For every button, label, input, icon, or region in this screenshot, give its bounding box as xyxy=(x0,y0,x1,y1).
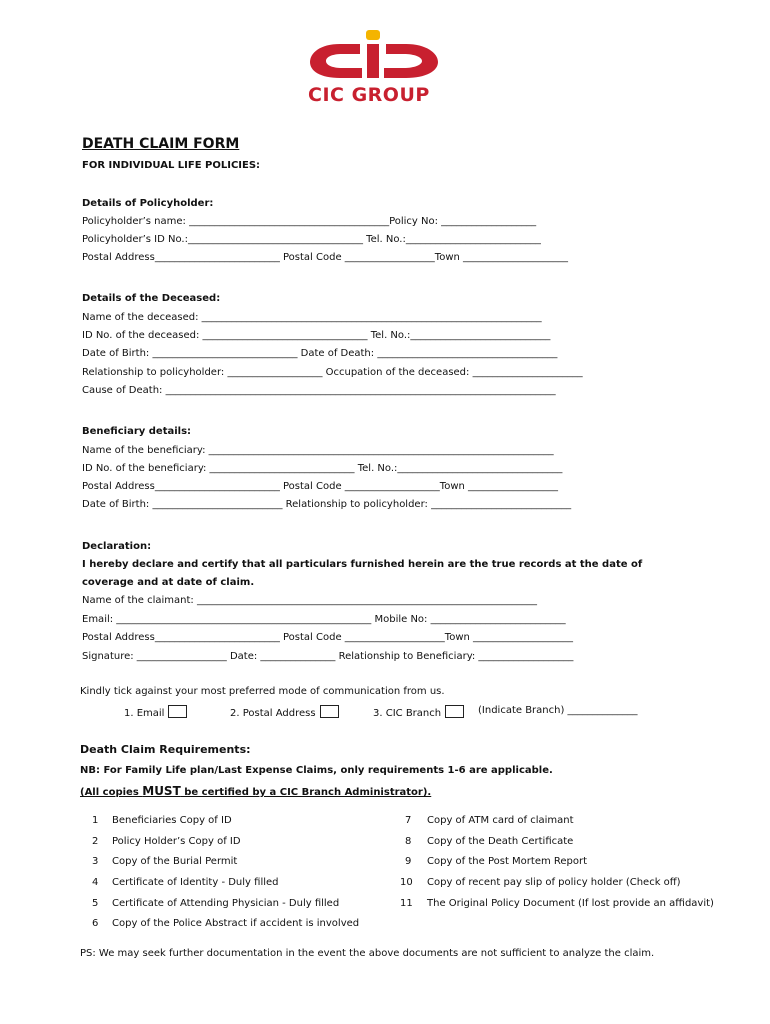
requirements-certified-note xyxy=(80,784,431,798)
claimant-address-row[interactable]: Postal Address_________________________ Postal Code ____________________Town ____________________ xyxy=(82,632,574,643)
requirement-text: Certificate of Attending Physician - Duly filled xyxy=(112,898,340,909)
requirement-number: 11 xyxy=(400,898,413,909)
requirement-number: 7 xyxy=(405,815,412,826)
footer-ps: PS: We may seek further documentation in the event the above documents are not sufficient to analyze the claim. xyxy=(80,948,655,959)
requirement-number: 6 xyxy=(92,918,99,929)
email-checkbox[interactable] xyxy=(168,705,187,718)
beneficiary-dob-row[interactable]: Date of Birth: __________________________ Relationship to policyholder: ____________________________ xyxy=(82,499,572,510)
beneficiary-address-row[interactable]: Postal Address_________________________ Postal Code ___________________Town __________________ xyxy=(82,481,559,492)
requirement-text: Copy of ATM card of claimant xyxy=(427,815,574,826)
requirement-number: 2 xyxy=(92,836,99,847)
beneficiary-id-row[interactable]: ID No. of the beneficiary: _____________________________ Tel. No.:_________________________________ xyxy=(82,463,563,474)
requirement-item xyxy=(400,898,413,909)
requirement-text: Copy of recent pay slip of policy holder (Check off) xyxy=(427,877,681,888)
requirement-text: Policy Holder’s Copy of ID xyxy=(112,836,241,847)
communication-option-email xyxy=(124,705,187,719)
requirement-item xyxy=(405,856,411,867)
certified-pre: (All copies xyxy=(80,787,143,798)
requirement-number: 9 xyxy=(405,856,412,867)
requirement-item xyxy=(405,815,411,826)
policyholder-heading: Details of Policyholder: xyxy=(82,198,214,209)
requirements-heading: Death Claim Requirements: xyxy=(80,743,251,756)
requirement-text: Beneficiaries Copy of ID xyxy=(112,815,232,826)
declaration-statement-line2: coverage and at date of claim. xyxy=(82,577,255,588)
deceased-relationship-row[interactable]: Relationship to policyholder: ___________________ Occupation of the deceased: ______________________ xyxy=(82,367,583,378)
claimant-name-row[interactable]: Name of the claimant: ____________________________________________________________________ xyxy=(82,595,537,606)
requirement-number: 4 xyxy=(92,877,99,888)
postal-checkbox[interactable] xyxy=(320,705,339,718)
requirement-number: 1 xyxy=(92,815,99,826)
requirement-item xyxy=(92,856,98,867)
requirement-text: Copy of the Death Certificate xyxy=(427,836,574,847)
communication-option-postal xyxy=(230,705,339,719)
requirement-number: 10 xyxy=(400,877,413,888)
requirement-number: 8 xyxy=(405,836,412,847)
requirement-item xyxy=(405,836,411,847)
deceased-cause-row[interactable]: Cause of Death: ______________________________________________________________________________ xyxy=(82,385,556,396)
requirement-item xyxy=(92,877,98,888)
policyholder-name-row[interactable]: Policyholder’s name: ________________________________________Policy No: ___________________ xyxy=(82,216,537,227)
email-option-label: 1. Email xyxy=(124,708,165,719)
requirement-item xyxy=(92,836,98,847)
certified-post: be certified by a CIC Branch Administrator). xyxy=(180,787,432,798)
requirement-text: Copy of the Burial Permit xyxy=(112,856,238,867)
requirement-number: 5 xyxy=(92,898,99,909)
claimant-signature-row[interactable]: Signature: __________________ Date: _______________ Relationship to Beneficiary: ___________________ xyxy=(82,651,574,662)
requirement-item xyxy=(92,815,98,826)
policyholder-id-row[interactable]: Policyholder’s ID No.:___________________________________ Tel. No.:___________________________ xyxy=(82,234,541,245)
communication-prompt: Kindly tick against your most preferred mode of communication from us. xyxy=(80,686,445,697)
requirement-text: Copy of the Police Abstract if accident is involved xyxy=(112,918,360,929)
policyholder-address-row[interactable]: Postal Address_________________________ Postal Code __________________Town _____________________ xyxy=(82,252,569,263)
cic-logo-mark xyxy=(300,28,450,84)
beneficiary-name-row[interactable]: Name of the beneficiary: _____________________________________________________________________ xyxy=(82,445,554,456)
postal-option-label: 2. Postal Address xyxy=(230,708,316,719)
declaration-heading: Declaration: xyxy=(82,541,152,552)
deceased-id-row[interactable]: ID No. of the deceased: _________________________________ Tel. No.:____________________________ xyxy=(82,330,551,341)
form-subtitle: FOR INDIVIDUAL LIFE POLICIES: xyxy=(82,160,261,171)
declaration-statement-line1: I hereby declare and certify that all particulars furnished herein are the true records at the date of xyxy=(82,559,643,570)
cic-logo xyxy=(300,28,450,108)
requirements-nb: NB: For Family Life plan/Last Expense Claims, only requirements 1-6 are applicable. xyxy=(80,765,553,776)
requirement-item xyxy=(400,877,413,888)
requirement-text: Copy of the Post Mortem Report xyxy=(427,856,588,867)
deceased-heading: Details of the Deceased: xyxy=(82,293,221,304)
beneficiary-heading: Beneficiary details: xyxy=(82,426,192,437)
communication-option-branch xyxy=(373,705,464,719)
indicate-branch-field[interactable]: (Indicate Branch) ______________ xyxy=(478,705,638,716)
deceased-dates-row[interactable]: Date of Birth: _____________________________ Date of Death: ____________________________________ xyxy=(82,348,558,359)
claimant-email-row[interactable]: Email: ___________________________________________________ Mobile No: ___________________________ xyxy=(82,614,566,625)
requirement-number: 3 xyxy=(92,856,99,867)
deceased-name-row[interactable]: Name of the deceased: ____________________________________________________________________ xyxy=(82,312,542,323)
requirement-text: The Original Policy Document (If lost provide an affidavit) xyxy=(427,898,714,909)
branch-checkbox[interactable] xyxy=(445,705,464,718)
branch-option-label: 3. CIC Branch xyxy=(373,708,442,719)
requirement-item xyxy=(92,898,98,909)
logo-text: CIC GROUP xyxy=(308,84,430,106)
form-title: DEATH CLAIM FORM xyxy=(82,136,240,152)
certified-must: MUST xyxy=(142,784,181,798)
requirement-item xyxy=(92,918,98,929)
requirement-text: Certificate of Identity - Duly filled xyxy=(112,877,279,888)
